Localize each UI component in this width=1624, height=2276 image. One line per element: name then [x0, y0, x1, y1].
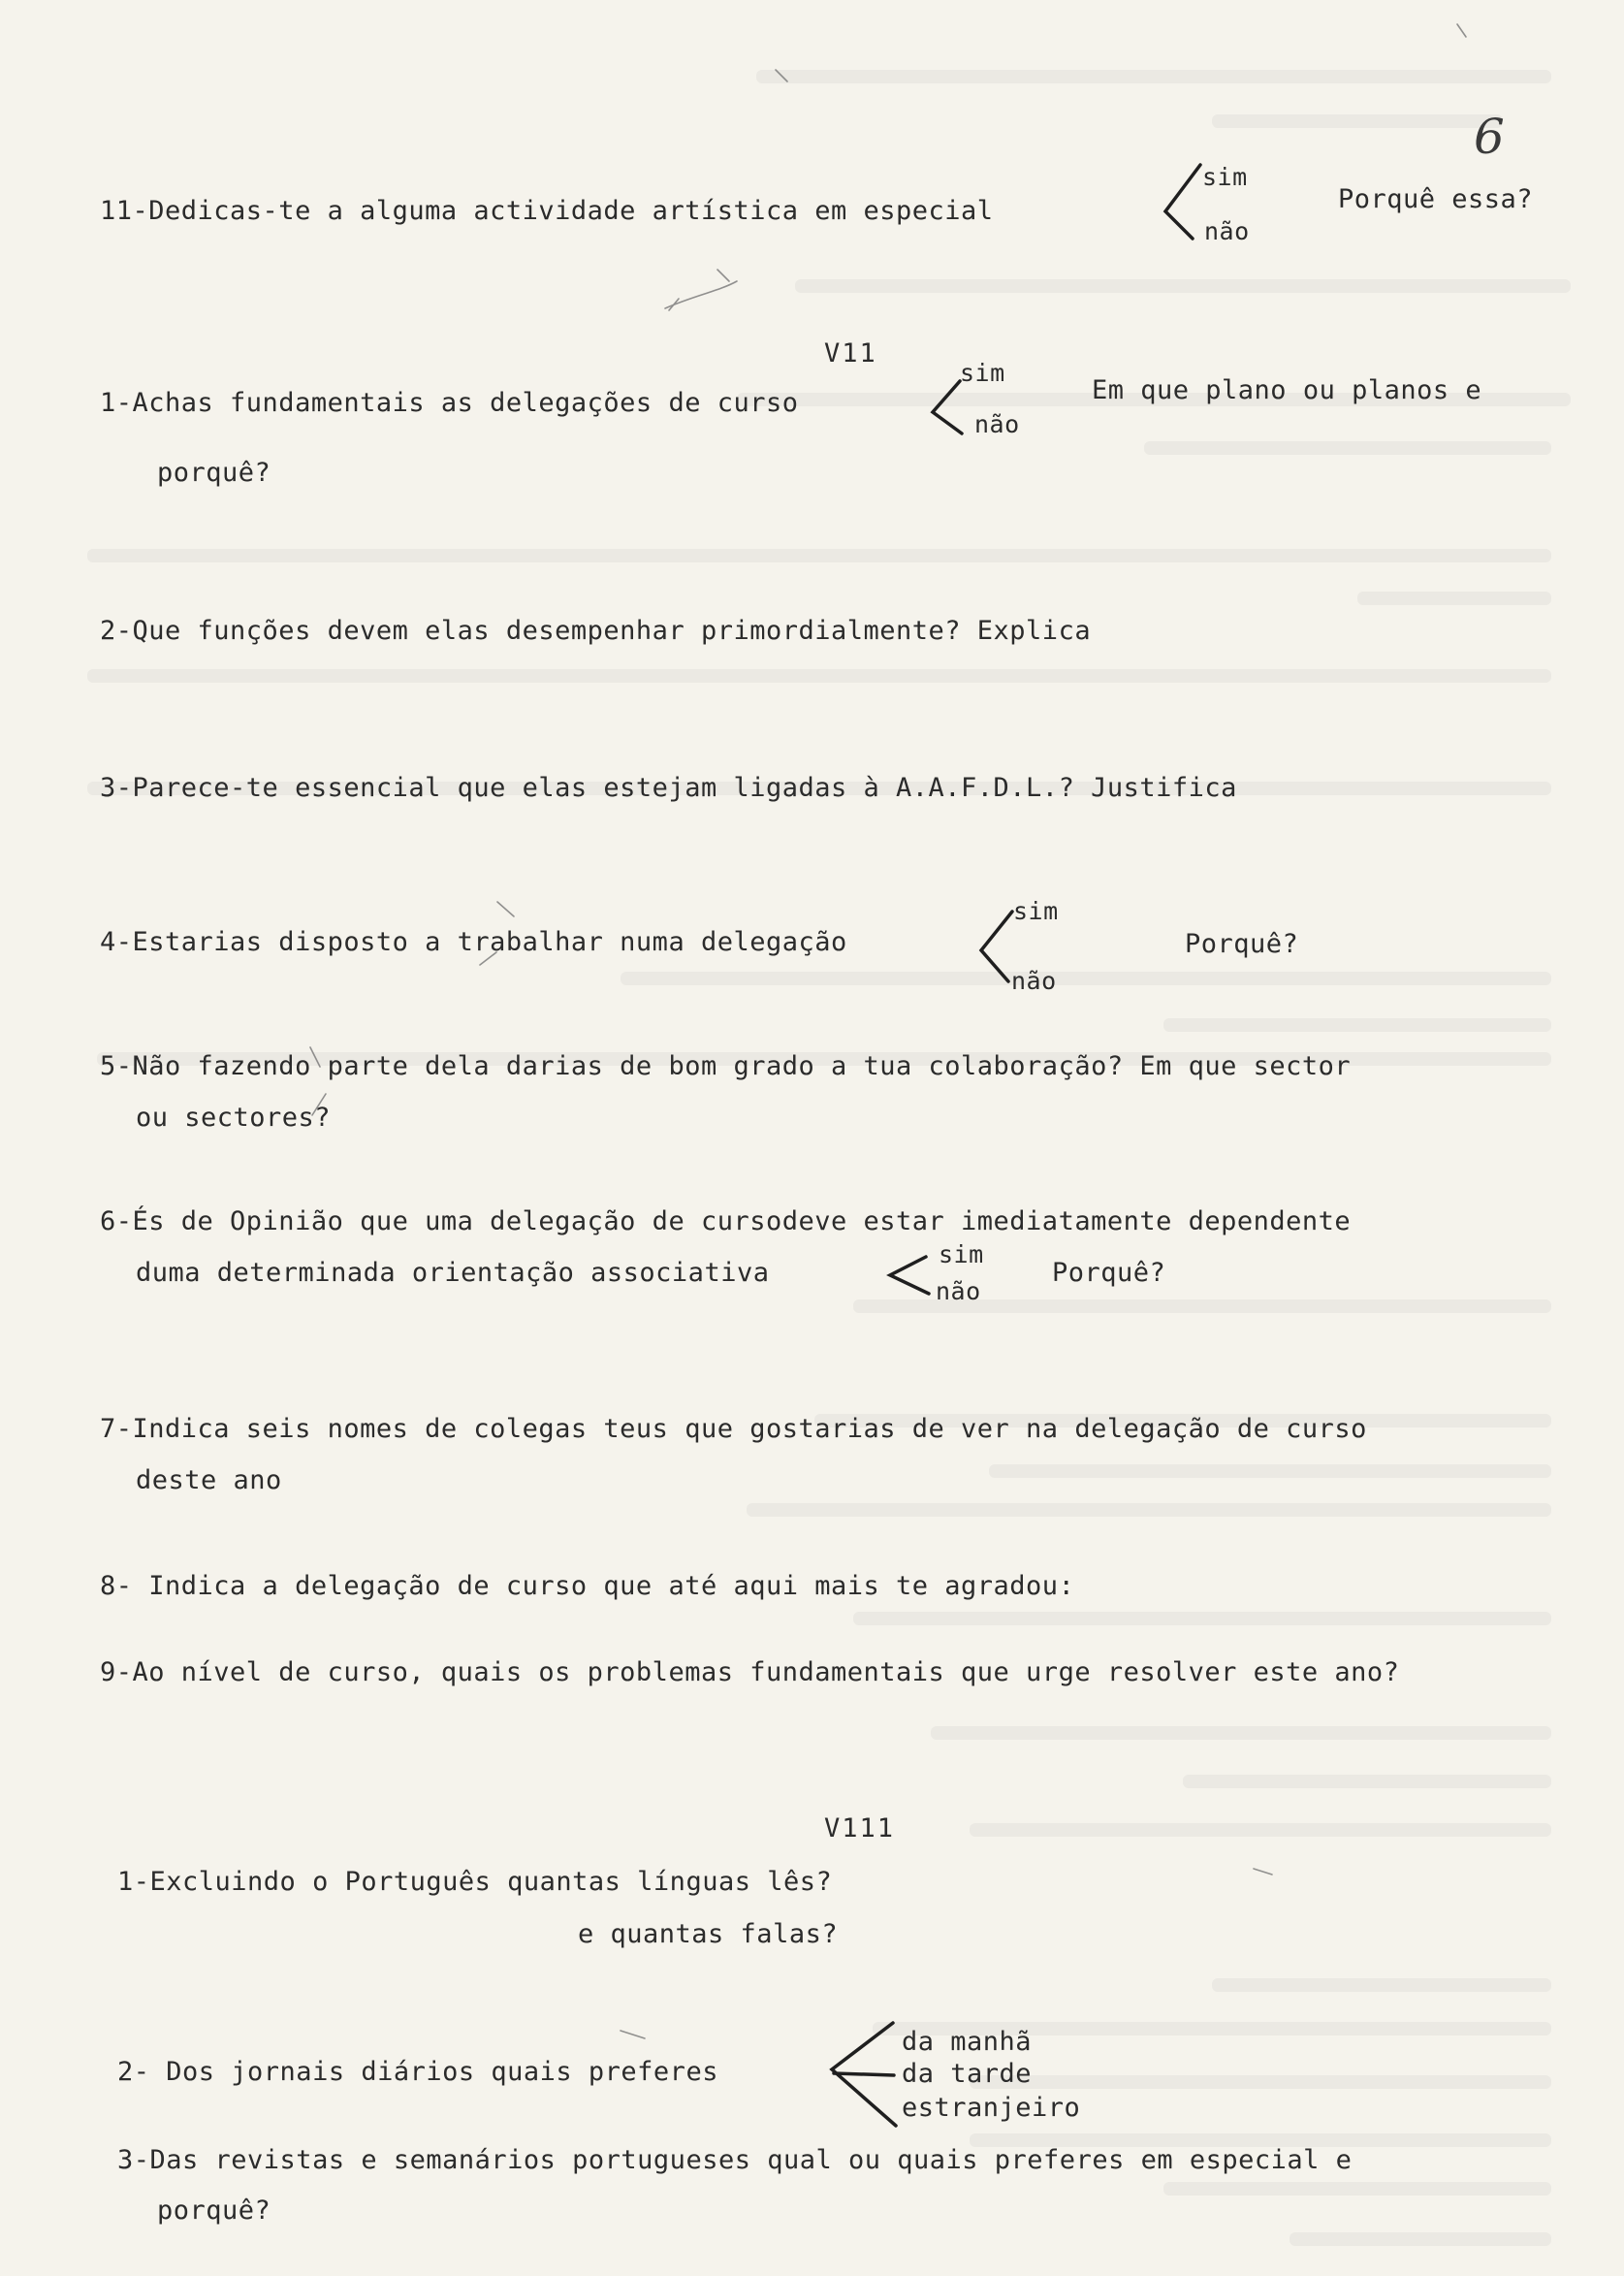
- page-number: 6: [1474, 109, 1505, 165]
- vii-q4-option-nao: não: [1011, 967, 1057, 995]
- vii-q6-option-sim: sim: [939, 1240, 984, 1268]
- viii-q2-option-tarde: da tarde: [902, 2059, 1033, 2089]
- viii-q3-line1: 3-Das revistas e semanários portugueses qual ou quais preferes em especial e: [117, 2145, 1353, 2175]
- vi-q11-option-sim: sim: [1202, 163, 1248, 191]
- viii-q2-option-manha: da manhã: [902, 2027, 1033, 2057]
- vii-q1-line2: porquê?: [157, 458, 271, 488]
- vii-q2-text: 2-Que funções devem elas desempenhar primordialmente? Explica: [100, 616, 1092, 646]
- vii-q6-choice-bracket: [890, 1257, 929, 1294]
- vii-q7-line2: deste ano: [136, 1465, 282, 1495]
- vi-q11-followup: Porquê essa?: [1338, 184, 1534, 214]
- vii-q7-line1: 7-Indica seis nomes de colegas teus que gostarias de ver na delegação de curso: [100, 1414, 1367, 1444]
- vii-q6-followup: Porquê?: [1052, 1258, 1166, 1288]
- viii-q3-line2: porquê?: [157, 2196, 271, 2226]
- section-vii-heading: V11: [824, 338, 877, 369]
- vii-q8-text: 8- Indica a delegação de curso que até aqui mais te agradou:: [100, 1571, 1075, 1601]
- vii-q4-text: 4-Estarias disposto a trabalhar numa delegação: [100, 927, 847, 957]
- vii-q1-choice-bracket: [933, 381, 962, 433]
- viii-q1-line1: 1-Excluindo o Português quantas línguas lês?: [117, 1867, 833, 1897]
- section-viii-heading: V111: [824, 1813, 896, 1843]
- vii-q5-line1: 5-Não fazendo parte dela darias de bom grado a tua colaboração? Em que sector: [100, 1051, 1352, 1081]
- vii-q4-option-sim: sim: [1013, 897, 1059, 925]
- vii-q1-option-nao: não: [974, 410, 1020, 438]
- viii-q2-text: 2- Dos jornais diários quais preferes: [117, 2057, 718, 2087]
- vii-q6-line1: 6-És de Opinião que uma delegação de cursodeve estar imediatamente dependente: [100, 1206, 1352, 1236]
- viii-q1-line2: e quantas falas?: [578, 1919, 839, 1949]
- vi-q11-option-nao: não: [1204, 217, 1250, 245]
- vii-q6-option-nao: não: [936, 1277, 981, 1305]
- vii-q6-line2: duma determinada orientação associativa: [136, 1258, 770, 1288]
- viii-q2-choice-bracket: [832, 2023, 896, 2126]
- vii-q3-text: 3-Parece-te essencial que elas estejam ligadas à A.A.F.D.L.? Justifica: [100, 773, 1237, 803]
- vi-q11-text: 11-Dedicas-te a alguma actividade artística em especial: [100, 196, 994, 226]
- vii-q4-choice-bracket: [981, 912, 1012, 981]
- viii-q2-option-estranjeiro: estranjeiro: [902, 2093, 1081, 2123]
- vii-q4-followup: Porquê?: [1185, 929, 1299, 959]
- vii-q1-option-sim: sim: [960, 359, 1005, 387]
- vii-q5-line2: ou sectores?: [136, 1103, 332, 1133]
- vii-q1-text: 1-Achas fundamentais as delegações de curso: [100, 388, 799, 418]
- vii-q9-text: 9-Ao nível de curso, quais os problemas fundamentais que urge resolver este ano?: [100, 1657, 1400, 1687]
- vii-q1-followup: Em que plano ou planos e: [1092, 375, 1482, 405]
- q11-choice-bracket: [1165, 165, 1200, 239]
